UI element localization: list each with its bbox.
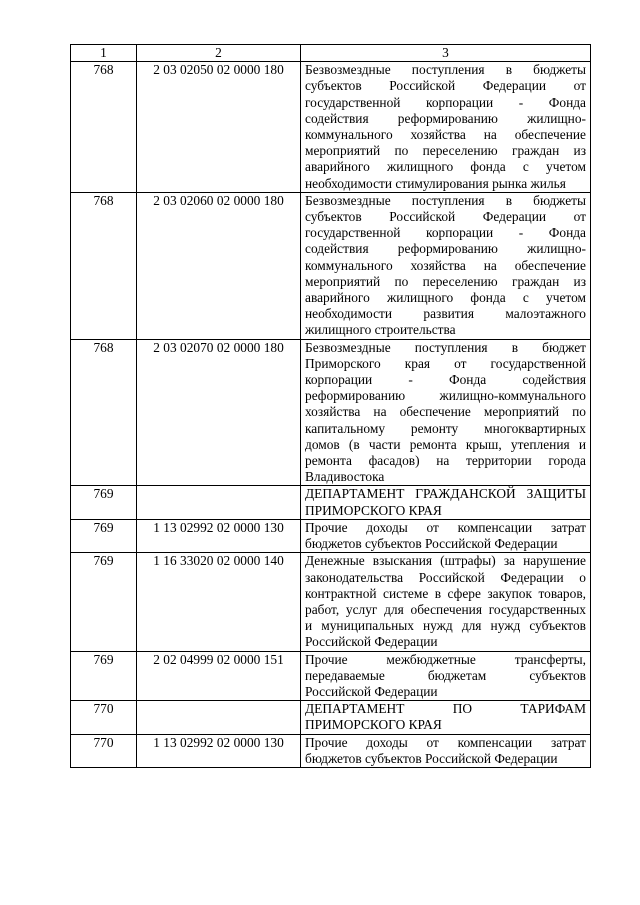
description-line: и муниципальных нужд для нужд субъектов [305,618,586,634]
revenue-description-cell [301,651,591,701]
description-line: аварийного жилищного фонда с учетом [305,159,586,175]
description-line: субъектов Российской Федерации от [305,209,586,225]
description-line: Российской Федерации [305,634,438,650]
revenue-codes-table [70,44,591,768]
revenue-description-cell [301,519,591,552]
description-line: Прочие доходы от компенсации затрат [305,519,586,535]
revenue-code-cell: 1 13 02992 02 0000 130 [137,734,301,767]
description-line: аварийного жилищного фонда с учетом [305,290,586,306]
admin-code-cell: 769 [71,519,137,552]
description-line: содействия реформированию жилищно- [305,241,586,257]
revenue-description-cell [301,339,591,486]
description-line: коммунального хозяйства на обеспечение [305,127,586,143]
revenue-description-cell [301,553,591,651]
description-line: корпорации - Фонда содействия [305,372,586,388]
revenue-code-cell [137,486,301,519]
admin-code-cell: 770 [71,734,137,767]
table-row [71,486,591,519]
description-line: Приморского края от государственной [305,355,586,371]
description-line: капитальному ремонту многоквартирных [305,420,586,436]
revenue-code-cell: 1 13 02992 02 0000 130 [137,519,301,552]
revenue-code-cell: 2 03 02070 02 0000 180 [137,339,301,486]
revenue-description-cell [301,192,591,339]
revenue-description-cell [301,62,591,193]
revenue-code-cell: 2 03 02060 02 0000 180 [137,192,301,339]
revenue-code-cell [137,701,301,734]
description-line: необходимости развития малоэтажного [305,306,586,322]
description-line: ДЕПАРТАМЕНТ ПО ТАРИФАМ [305,701,586,717]
description-line: хозяйства на обеспечение мероприятий по [305,404,586,420]
description-line: необходимости стимулирования рынка жилья [305,175,566,191]
header-col-3: 3 [301,45,591,62]
document-page [70,44,590,768]
description-line: передаваемые бюджетам субъектов [305,667,586,683]
description-line: Безвозмездные поступления в бюджеты [305,62,586,78]
description-line: субъектов Российской Федерации от [305,78,586,94]
revenue-code-cell: 2 03 02050 02 0000 180 [137,62,301,193]
description-line: ДЕПАРТАМЕНТ ГРАЖДАНСКОЙ ЗАЩИТЫ [305,486,586,502]
description-line: Владивостока [305,469,385,485]
admin-code-cell: 770 [71,701,137,734]
admin-code-cell: 769 [71,553,137,651]
description-line: домов (в части ремонта крыш, утепления и [305,436,586,452]
header-col-1: 1 [71,45,137,62]
revenue-description-cell [301,734,591,767]
revenue-description-cell [301,701,591,734]
description-line: ремонта фасадов) на территории города [305,453,586,469]
admin-code-cell: 768 [71,339,137,486]
description-line: Безвозмездные поступления в бюджеты [305,192,586,208]
revenue-description-cell [301,486,591,519]
description-line: бюджетов субъектов Российской Федерации [305,536,558,552]
description-line: содействия реформированию жилищно- [305,110,586,126]
description-line: законодательства Российской Федерации о [305,569,586,585]
description-line: контрактной системе в сфере закупок товаров, [305,585,586,601]
description-line: государственной корпорации - Фонда [305,225,586,241]
table-header-row [71,45,591,62]
table-row [71,701,591,734]
admin-code-cell: 769 [71,486,137,519]
description-line: реформированию жилищно-коммунального [305,388,586,404]
table-row [71,339,591,486]
table-row [71,192,591,339]
description-line: Денежные взыскания (штрафы) за нарушение [305,553,586,569]
description-line: Прочие межбюджетные трансферты, [305,651,586,667]
description-line: мероприятий по переселению граждан из [305,143,586,159]
revenue-code-cell: 1 16 33020 02 0000 140 [137,553,301,651]
description-line: мероприятий по переселению граждан из [305,273,586,289]
description-line: бюджетов субъектов Российской Федерации [305,750,558,766]
table-row [71,553,591,651]
table-row [71,734,591,767]
revenue-code-cell: 2 02 04999 02 0000 151 [137,651,301,701]
description-line: Безвозмездные поступления в бюджет [305,339,586,355]
admin-code-cell: 768 [71,192,137,339]
description-line: работ, услуг для обеспечения государственных [305,601,586,617]
admin-code-cell: 768 [71,62,137,193]
table-row [71,62,591,193]
header-col-2: 2 [137,45,301,62]
description-line: ПРИМОРСКОГО КРАЯ [305,502,442,518]
description-line: ПРИМОРСКОГО КРАЯ [305,717,442,733]
description-line: коммунального хозяйства на обеспечение [305,257,586,273]
table-row [71,519,591,552]
description-line: жилищного строительства [305,322,456,338]
description-line: Прочие доходы от компенсации затрат [305,734,586,750]
table-row [71,651,591,701]
admin-code-cell: 769 [71,651,137,701]
description-line: государственной корпорации - Фонда [305,94,586,110]
description-line: Российской Федерации [305,683,438,699]
